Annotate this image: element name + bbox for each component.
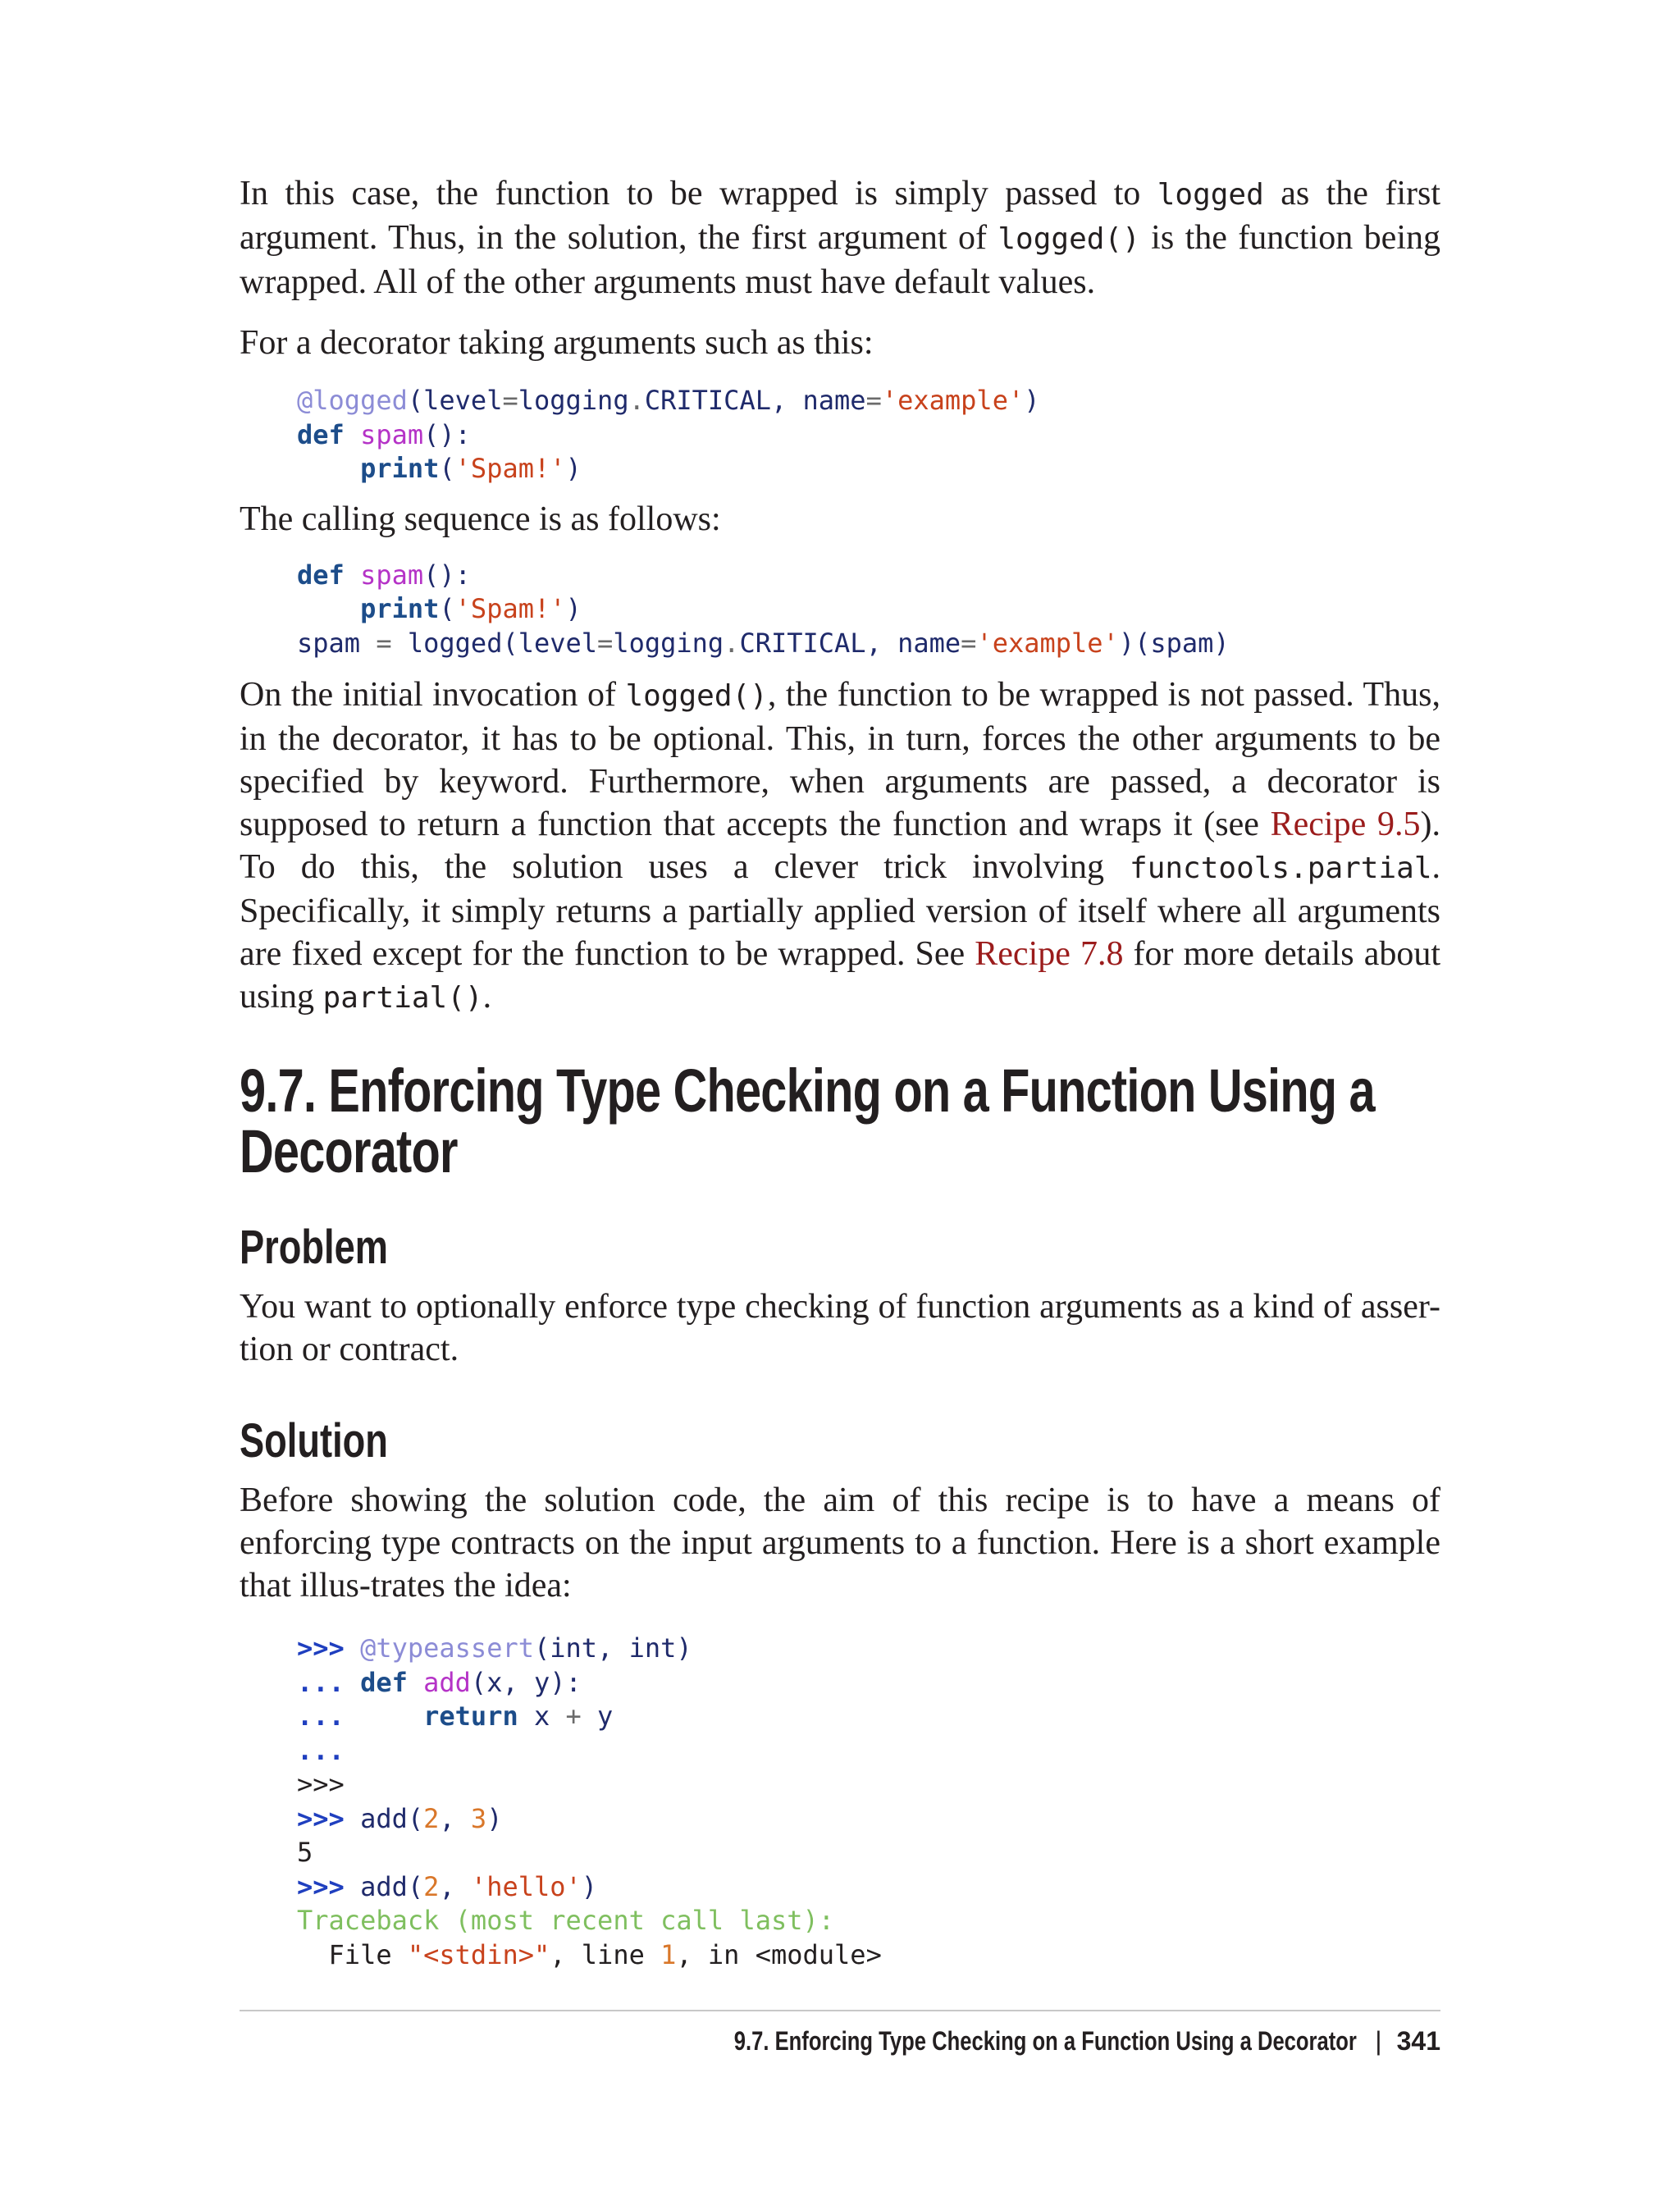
code-token: =	[502, 385, 518, 416]
code-block-decorator	[240, 384, 1440, 486]
text-run: .	[482, 978, 492, 1016]
inline-code: logged()	[998, 222, 1140, 256]
code-token: add(	[360, 1802, 424, 1834]
paragraph-explanation	[240, 673, 1440, 1020]
code-token: (x, y):	[470, 1666, 582, 1698]
code-token: 'hello'	[470, 1870, 582, 1902]
code-token: @typeassert	[360, 1632, 534, 1664]
code-token: 1	[660, 1938, 677, 1970]
footer-title: 9.7. Enforcing Type Checking on a Function Using a Decorator	[734, 2026, 1358, 2056]
code-token: CRITICAL, name	[739, 627, 961, 659]
heading-line: 9.7. Enforcing Type Checking on a Function Using a	[240, 1057, 1375, 1125]
code-block-calling-sequence	[240, 559, 1440, 661]
code-token: ():	[423, 418, 471, 450]
code-token: logging	[518, 385, 629, 416]
code-token: ...	[297, 1734, 345, 1766]
code-token: >>>	[297, 1769, 345, 1800]
code-token: (int, int)	[533, 1632, 692, 1664]
text-run: for more details about using	[240, 935, 1441, 1016]
code-token: 3	[470, 1802, 487, 1834]
code-token: @logged	[297, 385, 408, 416]
text-run: as the first argument. Thus, in the solution, the first argument of	[240, 175, 1441, 257]
code-token: =	[961, 627, 977, 659]
code-token: ,	[439, 1802, 471, 1834]
code-token: spam	[297, 627, 377, 659]
heading-line: Decorator	[240, 1117, 458, 1185]
code-token: spam	[360, 418, 424, 450]
text-run: On the initial invocation of	[240, 676, 626, 714]
code-token: spam	[360, 559, 424, 591]
footer-rule	[240, 2010, 1440, 2011]
code-token: 2	[423, 1870, 440, 1902]
code-token: CRITICAL, name	[644, 385, 866, 416]
code-token: , line	[550, 1938, 661, 1970]
recipe-7-8-link[interactable]: Recipe 7.8	[975, 935, 1124, 973]
page-number: 341	[1396, 2026, 1440, 2056]
code-token: 'example'	[976, 627, 1119, 659]
code-token: "<stdin>"	[407, 1938, 550, 1970]
code-block-typeassert-example	[240, 1632, 1440, 1972]
code-token: (level	[407, 385, 503, 416]
code-token: )	[486, 1802, 503, 1834]
code-token: =	[376, 627, 392, 659]
code-token: >>>	[297, 1802, 345, 1834]
code-token: >>>	[297, 1632, 345, 1664]
code-token: (	[439, 453, 455, 484]
code-token: )	[1024, 385, 1040, 416]
text-run: In this case, the function to be wrapped is simply passed to	[240, 175, 1157, 212]
code-token: 'example'	[881, 385, 1025, 416]
code-token: 2	[423, 1802, 440, 1834]
solution-heading: Solution	[240, 1414, 388, 1468]
code-token: , in <module>	[676, 1938, 882, 1970]
code-token: ...	[297, 1666, 345, 1698]
problem-text: You want to optionally enforce type checking of function arguments as a kind of asser-tion or contract.	[240, 1288, 1440, 1368]
code-token: +	[565, 1701, 582, 1732]
inline-code: logged()	[625, 679, 768, 713]
code-token: 'Spam!'	[454, 593, 566, 624]
code-token: add	[423, 1666, 471, 1698]
code-token: ,	[439, 1870, 471, 1902]
code-token: )	[565, 453, 582, 484]
inline-code: logged	[1157, 178, 1264, 212]
inline-code: partial()	[322, 981, 483, 1015]
code-token: >>>	[297, 1870, 345, 1902]
text-run: . Specifically, it simply returns a partially applied version of itself where all arguments are fixed except for the function to be wrapped. See	[240, 848, 1440, 973]
code-token: x	[518, 1701, 566, 1732]
code-token: 'Spam!'	[454, 453, 566, 484]
paragraph-decorator-args: For a decorator taking arguments such as this:	[240, 324, 874, 362]
text-run: , the function to be wrapped is not passed. Thus, in the decorator, it has to be optional. This, in turn, forces the other arguments to be specified by keyword. Furthermore, when arguments are passed, a decorator is supposed to return a function that accepts the function and wraps it (see	[240, 676, 1440, 843]
code-token: y	[581, 1701, 614, 1732]
paragraph-intro	[240, 172, 1440, 304]
solution-text: Before showing the solution code, the aim of this recipe is to have a means of enforcing type contracts on the input arguments to a function. Here is a short example that illus-trates the idea:	[240, 1481, 1440, 1605]
paragraph-calling-sequence: The calling sequence is as follows:	[240, 500, 721, 538]
code-token: def	[297, 418, 345, 450]
code-token: logged(level	[391, 627, 598, 659]
code-token: return	[423, 1701, 518, 1732]
code-token: =	[597, 627, 614, 659]
code-token: logging	[613, 627, 724, 659]
page-footer	[578, 2025, 1440, 2057]
page-content	[240, 172, 1440, 1972]
inline-code: functools.partial	[1130, 851, 1432, 885]
code-token: print	[360, 453, 440, 484]
code-token: File	[297, 1938, 408, 1970]
code-token: )(spam)	[1118, 627, 1230, 659]
text-run: is the function being wrapped. All of the other arguments must have default values.	[240, 219, 1440, 301]
code-token: 5	[297, 1837, 313, 1868]
code-token: ...	[297, 1701, 345, 1732]
code-token: )	[581, 1870, 598, 1902]
code-token: Traceback (most recent call last):	[297, 1905, 835, 1936]
code-token: def	[360, 1666, 408, 1698]
footer-separator: |	[1375, 2026, 1382, 2056]
code-token: def	[297, 559, 345, 591]
code-token: .	[628, 385, 645, 416]
code-token: add(	[360, 1870, 424, 1902]
text-run: ). To do this, the solution uses a clever trick involving	[240, 806, 1441, 886]
code-token: )	[565, 593, 582, 624]
problem-heading: Problem	[240, 1221, 389, 1274]
recipe-9-5-link[interactable]: Recipe 9.5	[1270, 806, 1421, 843]
code-token: =	[865, 385, 882, 416]
code-token: (	[439, 593, 455, 624]
code-token: print	[360, 593, 440, 624]
code-token: ():	[423, 559, 471, 591]
section-heading	[240, 1057, 1375, 1185]
code-token: .	[724, 627, 740, 659]
